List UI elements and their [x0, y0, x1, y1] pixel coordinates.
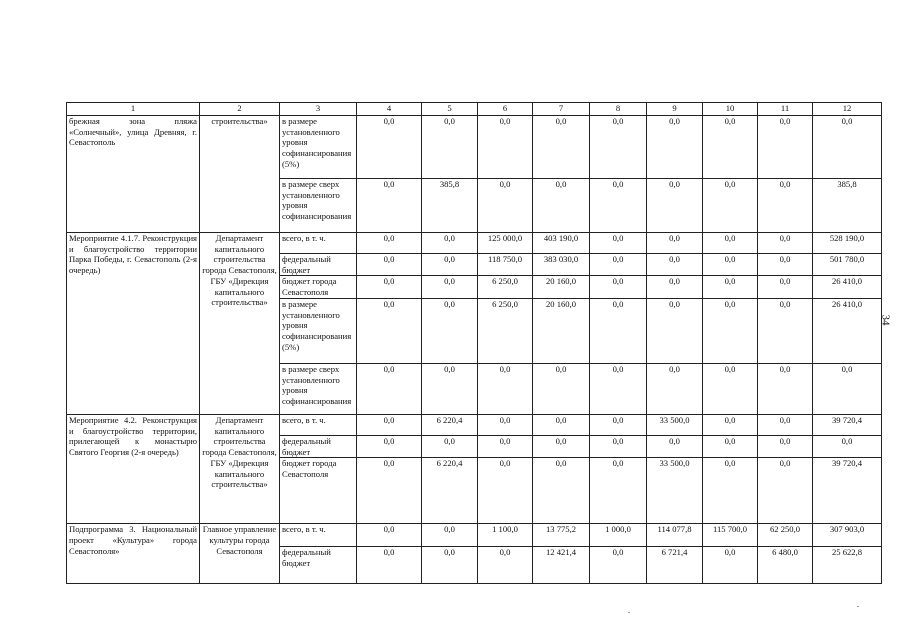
amount-cell: 0,0	[703, 547, 758, 584]
amount-cell: 0,0	[478, 363, 533, 414]
amount-cell: 0,0	[422, 233, 478, 254]
budget-table	[66, 102, 882, 584]
amount-cell: 114 077,8	[647, 524, 703, 547]
column-header: 8	[590, 103, 647, 116]
amount-cell: 0,0	[647, 233, 703, 254]
amount-cell: 0,0	[590, 547, 647, 584]
column-header: 10	[703, 103, 758, 116]
scan-speck	[857, 606, 859, 607]
table-row	[67, 116, 882, 179]
amount-cell: 0,0	[590, 116, 647, 179]
total-cell: 528 190,0	[813, 233, 882, 254]
amount-cell: 0,0	[703, 179, 758, 233]
amount-cell: 0,0	[357, 276, 422, 298]
amount-cell: 0,0	[357, 298, 422, 363]
amount-cell: 0,0	[703, 298, 758, 363]
amount-cell: 0,0	[703, 233, 758, 254]
total-cell: 501 780,0	[813, 254, 882, 276]
amount-cell: 0,0	[703, 435, 758, 457]
executor-name: Департамент капитального строительства города Севастополя, ГБУ «Дирекция капитального строительства»	[200, 414, 280, 523]
amount-cell: 0,0	[533, 116, 590, 179]
amount-cell: 0,0	[533, 435, 590, 457]
amount-cell: 0,0	[590, 298, 647, 363]
amount-cell: 0,0	[647, 435, 703, 457]
column-header: 5	[422, 103, 478, 116]
amount-cell: 0,0	[357, 524, 422, 547]
amount-cell: 383 030,0	[533, 254, 590, 276]
amount-cell: 12 421,4	[533, 547, 590, 584]
amount-cell: 0,0	[703, 363, 758, 414]
amount-cell: 0,0	[422, 276, 478, 298]
amount-cell: 115 700,0	[703, 524, 758, 547]
funding-source: в размере установленного уровня софинансирования (5%)	[280, 116, 357, 179]
page-number: 34	[879, 314, 892, 326]
measure-name: Мероприятие 4.2. Реконструкция и благоустройство территории, прилегающей к монастырю Святого Георгия (2-я очередь)	[67, 414, 200, 523]
amount-cell: 0,0	[703, 116, 758, 179]
funding-source: бюджет города Севастополя	[280, 276, 357, 298]
amount-cell: 0,0	[647, 363, 703, 414]
total-cell: 26 410,0	[813, 276, 882, 298]
funding-source: всего, в т. ч.	[280, 524, 357, 547]
column-header: 12	[813, 103, 882, 116]
amount-cell: 0,0	[758, 179, 813, 233]
column-header: 11	[758, 103, 813, 116]
amount-cell: 0,0	[590, 458, 647, 524]
total-cell: 26 410,0	[813, 298, 882, 363]
amount-cell: 0,0	[357, 116, 422, 179]
amount-cell: 0,0	[590, 233, 647, 254]
column-header: 7	[533, 103, 590, 116]
amount-cell: 0,0	[758, 276, 813, 298]
total-cell: 385,8	[813, 179, 882, 233]
amount-cell: 1 000,0	[590, 524, 647, 547]
amount-cell: 20 160,0	[533, 298, 590, 363]
amount-cell: 0,0	[357, 435, 422, 457]
amount-cell: 0,0	[357, 414, 422, 435]
amount-cell: 0,0	[478, 116, 533, 179]
amount-cell: 6 250,0	[478, 298, 533, 363]
total-cell: 39 720,4	[813, 414, 882, 435]
amount-cell: 0,0	[422, 363, 478, 414]
funding-source: федеральный бюджет	[280, 435, 357, 457]
amount-cell: 0,0	[758, 414, 813, 435]
amount-cell: 0,0	[647, 254, 703, 276]
amount-cell: 1 100,0	[478, 524, 533, 547]
amount-cell: 6 480,0	[758, 547, 813, 584]
amount-cell: 0,0	[422, 524, 478, 547]
amount-cell: 0,0	[647, 276, 703, 298]
column-header: 4	[357, 103, 422, 116]
amount-cell: 0,0	[758, 363, 813, 414]
funding-source: всего, в т. ч.	[280, 414, 357, 435]
amount-cell: 13 775,2	[533, 524, 590, 547]
amount-cell: 0,0	[758, 116, 813, 179]
funding-source: в размере установленного уровня софинансирования (5%)	[280, 298, 357, 363]
column-header: 9	[647, 103, 703, 116]
column-header: 6	[478, 103, 533, 116]
amount-cell: 403 190,0	[533, 233, 590, 254]
amount-cell: 0,0	[590, 435, 647, 457]
amount-cell: 0,0	[647, 116, 703, 179]
amount-cell: 0,0	[478, 435, 533, 457]
amount-cell: 6 220,4	[422, 414, 478, 435]
amount-cell: 118 750,0	[478, 254, 533, 276]
table-row	[67, 524, 882, 547]
amount-cell: 0,0	[357, 363, 422, 414]
amount-cell: 0,0	[590, 276, 647, 298]
amount-cell: 0,0	[758, 298, 813, 363]
executor-name: Главное управление культуры города Севастополя	[200, 524, 280, 584]
table-row	[67, 233, 882, 254]
total-cell: 39 720,4	[813, 458, 882, 524]
scan-speck	[628, 612, 630, 613]
amount-cell: 0,0	[533, 363, 590, 414]
column-header: 1	[67, 103, 200, 116]
amount-cell: 0,0	[357, 254, 422, 276]
amount-cell: 0,0	[533, 179, 590, 233]
amount-cell: 0,0	[357, 179, 422, 233]
amount-cell: 0,0	[758, 458, 813, 524]
amount-cell: 0,0	[533, 458, 590, 524]
amount-cell: 0,0	[758, 435, 813, 457]
funding-source: федеральный бюджет	[280, 547, 357, 584]
amount-cell: 0,0	[647, 298, 703, 363]
amount-cell: 0,0	[703, 458, 758, 524]
amount-cell: 0,0	[703, 276, 758, 298]
amount-cell: 0,0	[703, 414, 758, 435]
amount-cell: 0,0	[758, 254, 813, 276]
column-header: 2	[200, 103, 280, 116]
amount-cell: 0,0	[422, 298, 478, 363]
amount-cell: 125 000,0	[478, 233, 533, 254]
amount-cell: 0,0	[357, 458, 422, 524]
total-cell: 0,0	[813, 363, 882, 414]
funding-source: бюджет города Севастополя	[280, 458, 357, 524]
total-cell: 0,0	[813, 435, 882, 457]
total-cell: 307 903,0	[813, 524, 882, 547]
funding-source: федеральный бюджет	[280, 254, 357, 276]
amount-cell: 0,0	[703, 254, 758, 276]
amount-cell: 385,8	[422, 179, 478, 233]
total-cell: 25 622,8	[813, 547, 882, 584]
amount-cell: 0,0	[533, 414, 590, 435]
column-header: 3	[280, 103, 357, 116]
amount-cell: 6 250,0	[478, 276, 533, 298]
amount-cell: 0,0	[422, 116, 478, 179]
amount-cell: 6 220,4	[422, 458, 478, 524]
amount-cell: 0,0	[478, 414, 533, 435]
amount-cell: 0,0	[422, 435, 478, 457]
funding-source: всего, в т. ч.	[280, 233, 357, 254]
amount-cell: 6 721,4	[647, 547, 703, 584]
executor-name: строительства»	[200, 116, 280, 233]
amount-cell: 62 250,0	[758, 524, 813, 547]
amount-cell: 0,0	[590, 363, 647, 414]
amount-cell: 0,0	[422, 254, 478, 276]
amount-cell: 0,0	[590, 179, 647, 233]
table-body	[67, 116, 882, 584]
amount-cell: 0,0	[478, 179, 533, 233]
amount-cell: 0,0	[647, 179, 703, 233]
amount-cell: 0,0	[478, 547, 533, 584]
executor-name: Департамент капитального строительства города Севастополя, ГБУ «Дирекция капитального строительства»	[200, 233, 280, 415]
amount-cell: 0,0	[590, 254, 647, 276]
measure-name: Подпрограмма 3. Национальный проект «Культура» города Севастополя»	[67, 524, 200, 584]
funding-source: в размере сверх установленного уровня софинансирования	[280, 363, 357, 414]
amount-cell: 0,0	[758, 233, 813, 254]
amount-cell: 0,0	[357, 233, 422, 254]
amount-cell: 0,0	[590, 414, 647, 435]
amount-cell: 33 500,0	[647, 414, 703, 435]
total-cell: 0,0	[813, 116, 882, 179]
funding-source: в размере сверх установленного уровня софинансирования	[280, 179, 357, 233]
measure-name: Мероприятие 4.1.7. Реконструкция и благоустройство территории Парка Победы, г. Севастополь (2-я очередь)	[67, 233, 200, 415]
amount-cell: 0,0	[357, 547, 422, 584]
amount-cell: 0,0	[422, 547, 478, 584]
table-row	[67, 414, 882, 435]
measure-name: брежная зона пляжа «Солнечный», улица Древняя, г. Севастополь	[67, 116, 200, 233]
amount-cell: 20 160,0	[533, 276, 590, 298]
amount-cell: 33 500,0	[647, 458, 703, 524]
amount-cell: 0,0	[478, 458, 533, 524]
header-row	[67, 103, 882, 116]
